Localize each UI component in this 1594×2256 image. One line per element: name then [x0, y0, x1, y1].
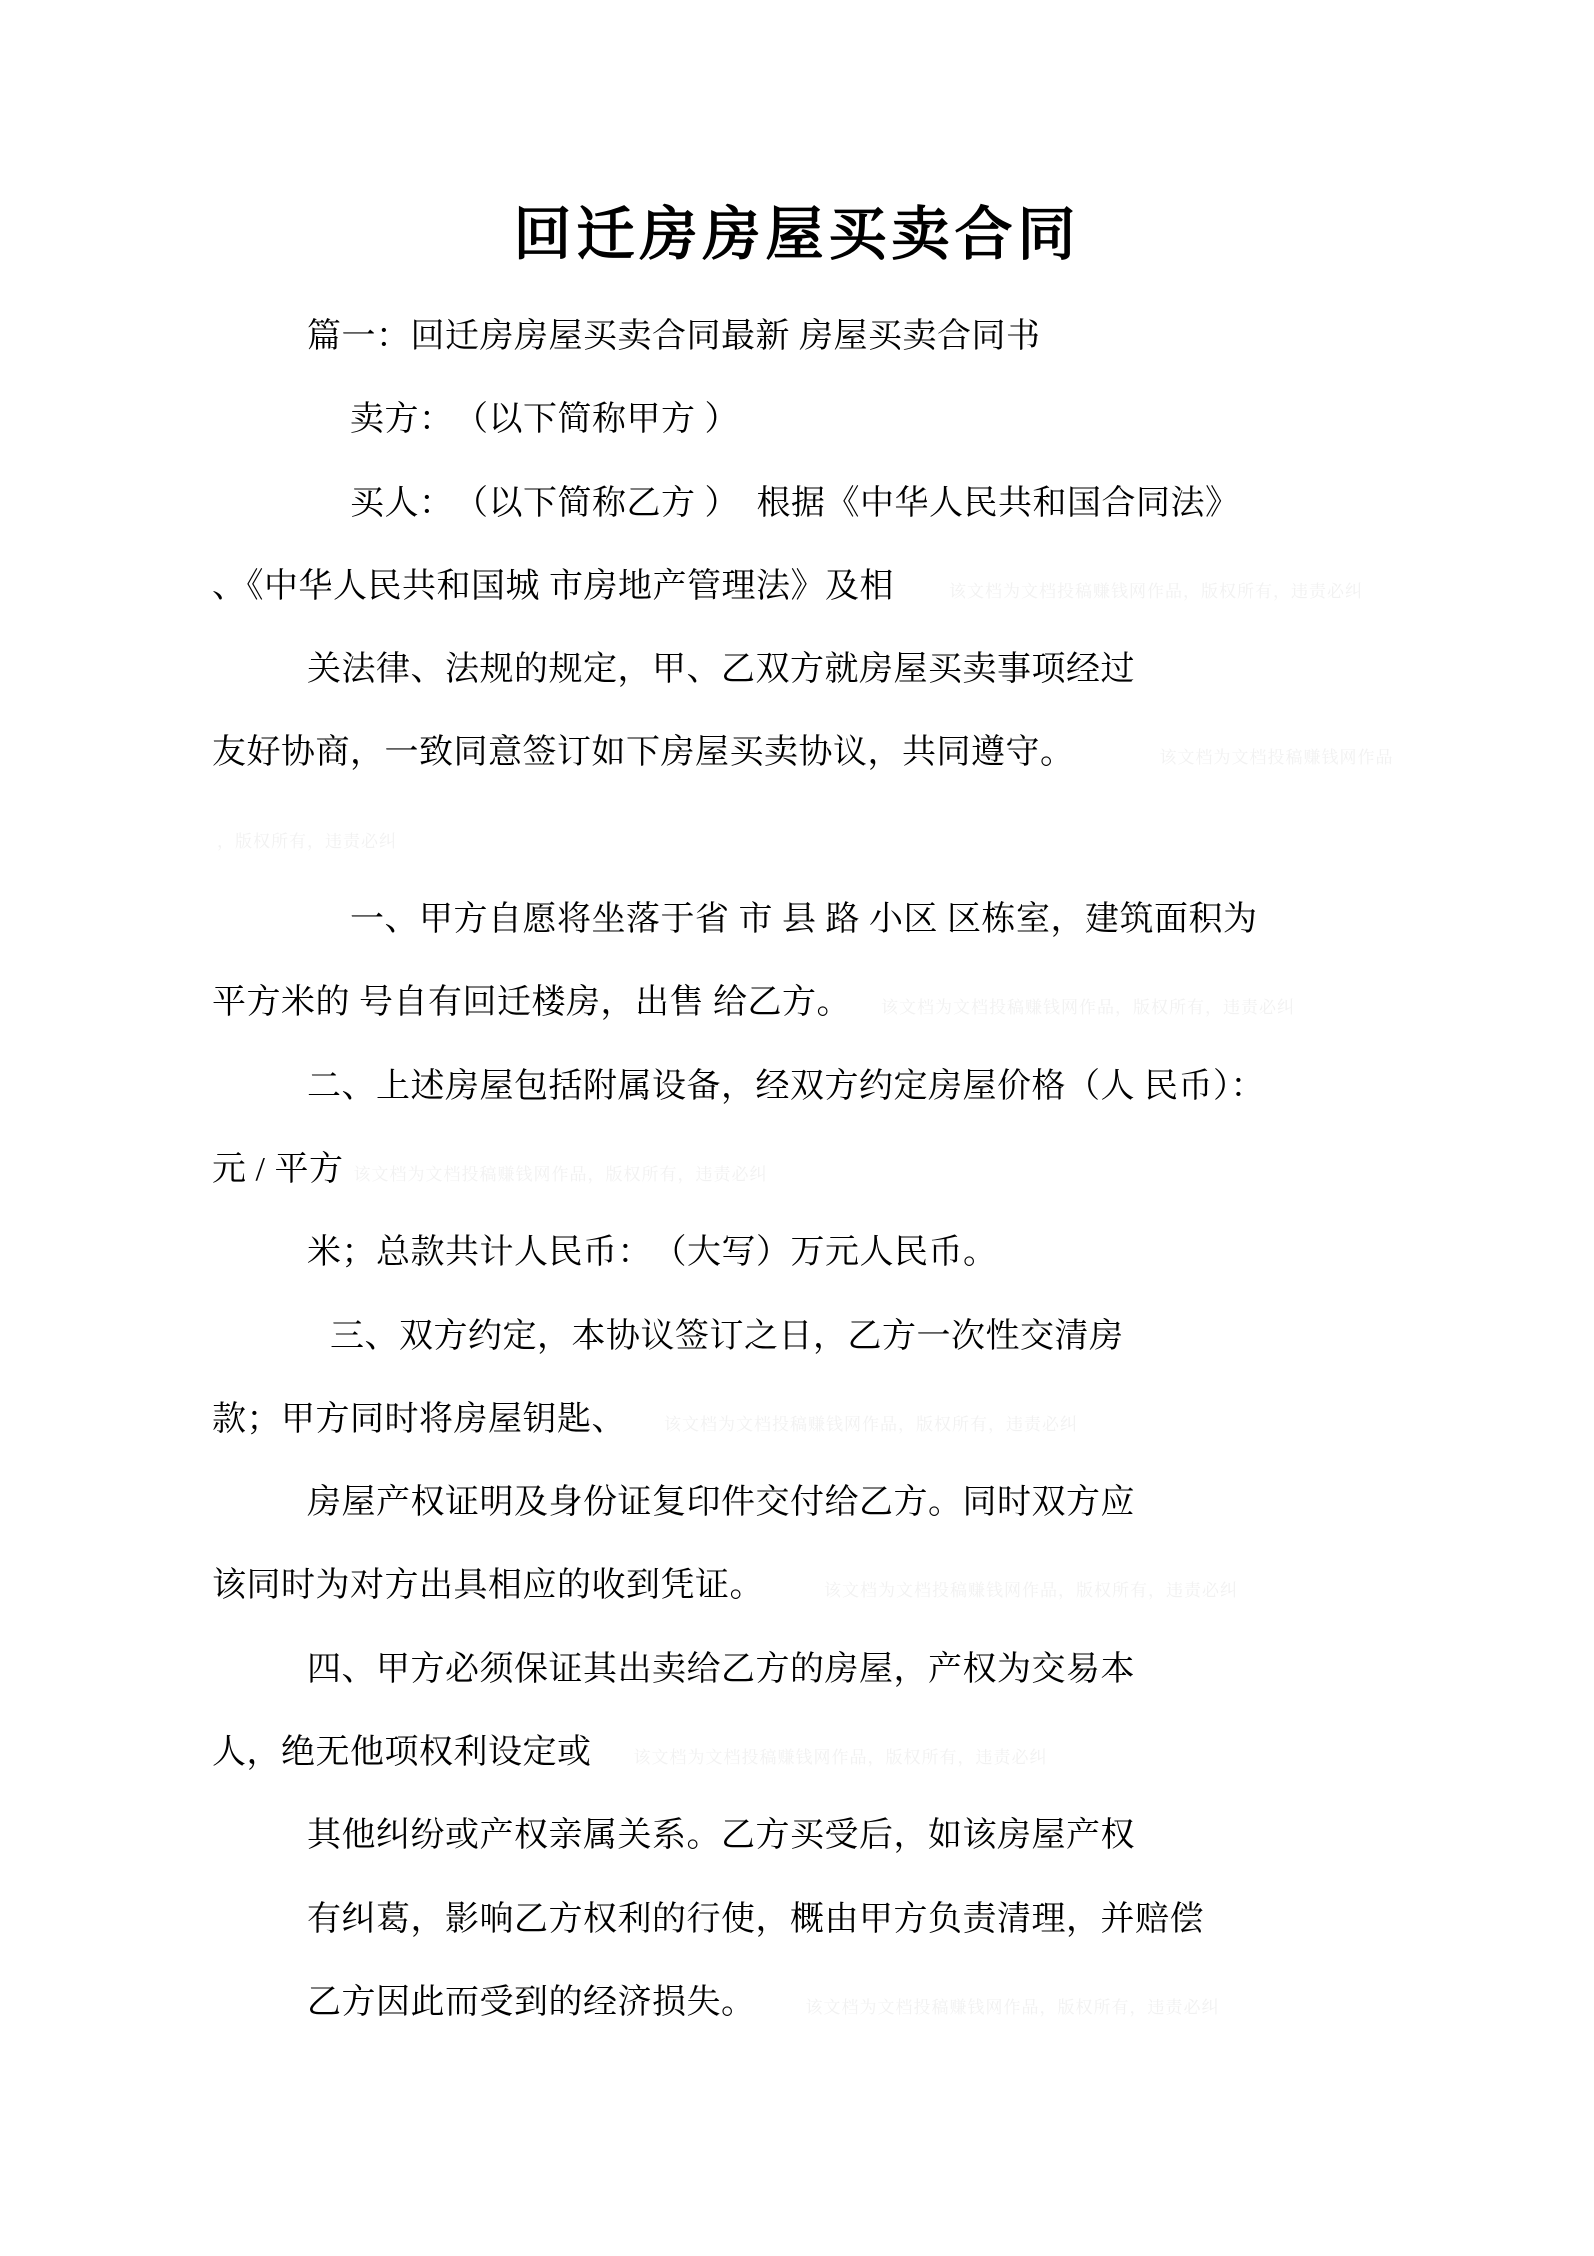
- text-line: [212, 711, 1594, 794]
- text-line: [212, 1211, 1594, 1294]
- line-text: 、《中华人民共和国城 市房地产管理法》及相: [212, 567, 894, 605]
- watermark-text: 该文档为文档投稿赚钱网作品，版权所有，违责必纠: [353, 1164, 768, 1184]
- line-text: 米；总款共计人民币： （大写）万元人民币。: [307, 1234, 998, 1272]
- text-line: [212, 795, 1594, 878]
- line-text: 友好协商，一致同意签订如下房屋买卖协议，共同遵守。: [212, 734, 1075, 772]
- text-line: [212, 628, 1594, 711]
- line-text: 款；甲方同时将房屋钥匙、: [212, 1400, 626, 1438]
- watermark-text: 该文档为文档投稿赚钱网作品，版权所有，违责必纠: [805, 1997, 1220, 2017]
- text-line: [212, 1628, 1594, 1711]
- text-line: [212, 545, 1594, 628]
- line-text: 关法律、法规的规定，甲、乙双方就房屋买卖事项经过: [307, 651, 1135, 689]
- text-line: [212, 1544, 1594, 1627]
- text-line: [212, 1878, 1594, 1961]
- line-text: 有纠葛，影响乙方权利的行使，概由甲方负责清理，并赔偿: [307, 1900, 1204, 1938]
- watermark-text: ，版权所有，违责必纠: [217, 831, 397, 851]
- text-line: [212, 378, 1594, 461]
- text-line: [212, 1461, 1594, 1544]
- page-title: 回迁房房屋买卖合同: [513, 202, 1081, 267]
- watermark-text: 该文档为文档投稿赚钱网作品，版权所有，违责必纠: [633, 1748, 1048, 1768]
- text-line: [212, 295, 1594, 378]
- line-text: 人，绝无他项权利设定或: [212, 1734, 592, 1772]
- watermark-text: 该文档为文档投稿赚钱网作品: [1159, 748, 1394, 768]
- watermark-text: 该文档为文档投稿赚钱网作品，版权所有，违责必纠: [824, 1581, 1238, 1601]
- line-text: 乙方因此而受到的经济损失。: [307, 1983, 756, 2021]
- text-line: [212, 1794, 1594, 1877]
- text-line: [212, 1295, 1594, 1378]
- line-text: 篇一：回迁房房屋买卖合同最新 房屋买卖合同书: [307, 318, 1041, 355]
- line-text: 元 / 平方: [212, 1150, 344, 1188]
- text-line: [212, 1128, 1594, 1211]
- text-line: [212, 1961, 1594, 2044]
- line-text: 二、上述房屋包括附属设备，经双方约定房屋价格（人 民币）：: [307, 1067, 1265, 1105]
- watermark-text: 该文档为文档投稿赚钱网作品，版权所有，违责必纠: [949, 581, 1363, 601]
- line-text: 平方米的 号自有回迁楼房，出售 给乙方。: [212, 984, 851, 1022]
- text-line: [212, 1711, 1594, 1794]
- line-text: 其他纠纷或产权亲属关系。乙方买受后，如该房屋产权: [307, 1817, 1135, 1855]
- text-line: [212, 1378, 1594, 1461]
- text-line: [212, 878, 1594, 961]
- line-text: 一、甲方自愿将坐落于省 市 县 路 小区 区栋室，建筑面积为: [350, 901, 1258, 939]
- text-line: [212, 961, 1594, 1044]
- line-text: 四、甲方必须保证其出卖给乙方的房屋，产权为交易本: [307, 1650, 1135, 1688]
- document-body: [212, 295, 1594, 2044]
- text-line: [212, 1045, 1594, 1128]
- line-text: 该同时为对方出具相应的收到凭证。: [212, 1567, 764, 1605]
- line-text: 房屋产权证明及身份证复印件交付给乙方。同时双方应: [307, 1484, 1135, 1522]
- watermark-text: 该文档为文档投稿赚钱网作品，版权所有，违责必纠: [881, 998, 1295, 1018]
- text-line: [212, 462, 1594, 545]
- line-text: 卖方： （以下简称甲方 ）: [350, 401, 739, 439]
- line-text: 三、双方约定，本协议签订之日，乙方一次性交清房: [330, 1317, 1124, 1355]
- watermark-text: 该文档为文档投稿赚钱网作品，版权所有，违责必纠: [664, 1414, 1078, 1434]
- line-text: 买人： （以下简称乙方 ） 根据《中华人民共和国合同法》: [350, 484, 1240, 522]
